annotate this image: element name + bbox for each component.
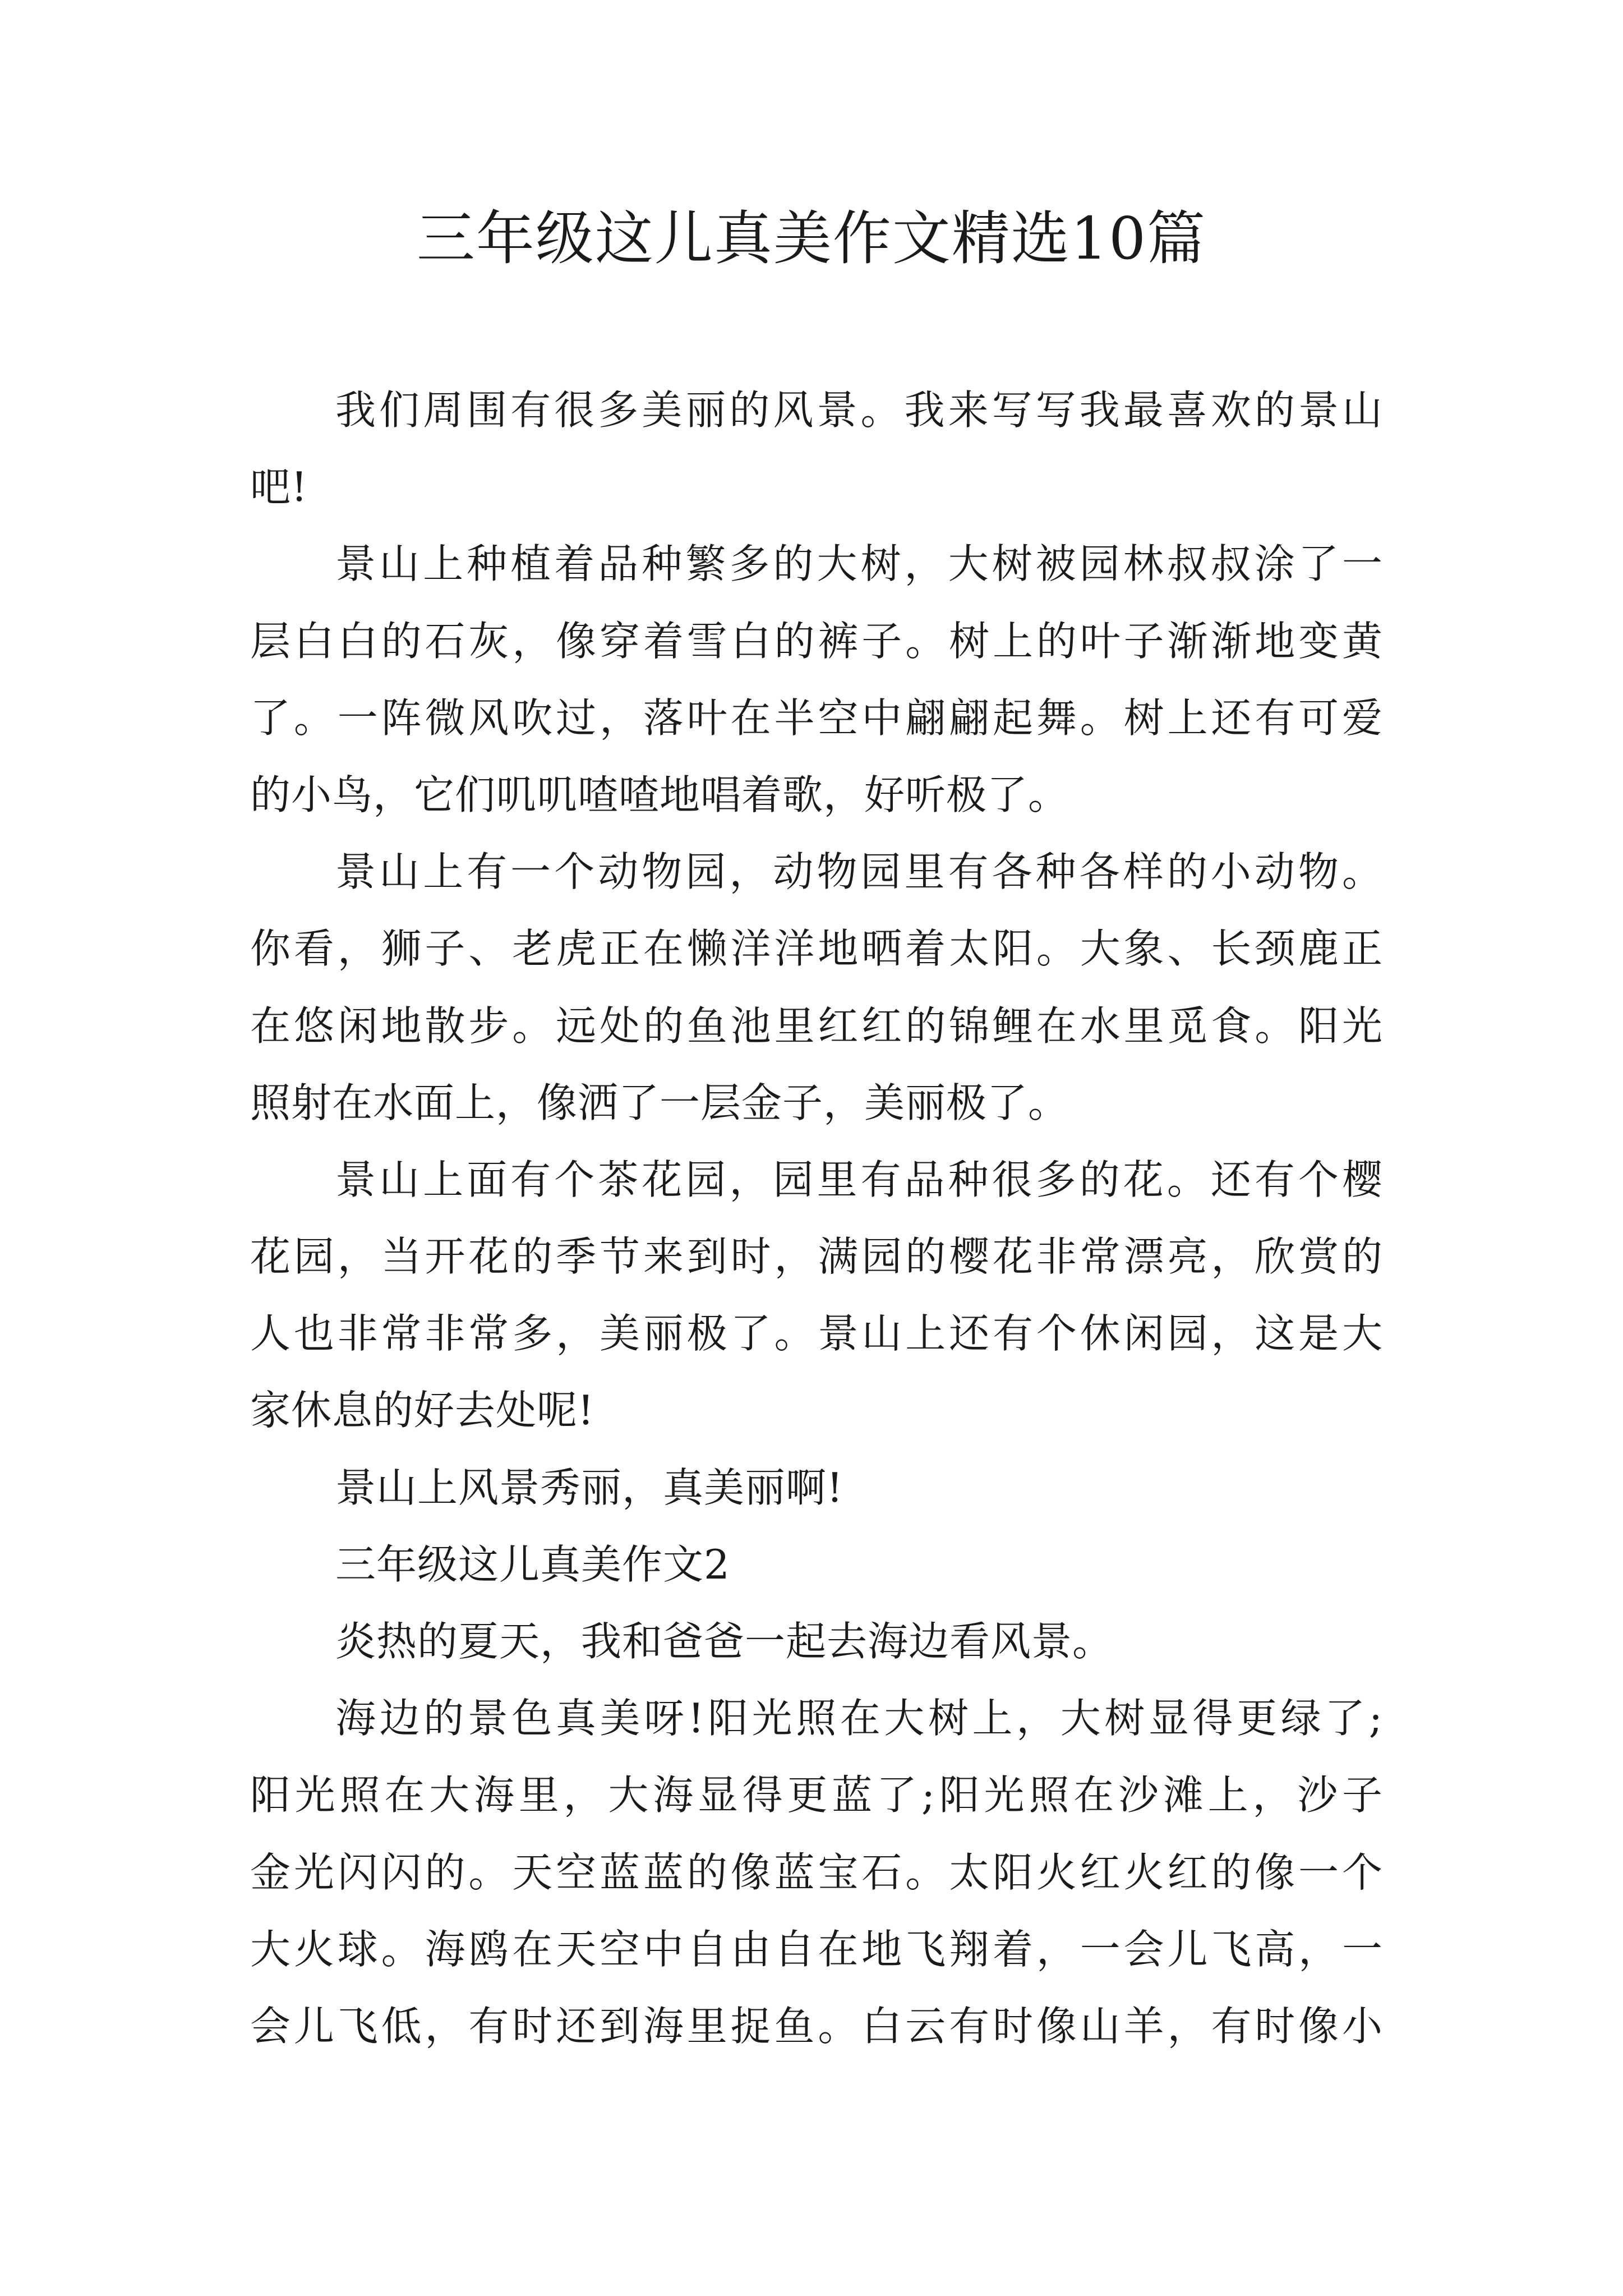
text-line: 景山上面有个茶花园，园里有品种很多的花。还有个樱 [335,1156,1383,1203]
text-line: 花园，当开花的季节来到时，满园的樱花非常漂亮，欣赏的 [250,1233,1383,1281]
text-line: 景山上有一个动物园，动物园里有各种各样的小动物。 [335,848,1383,896]
text-line: 景山上种植着品种繁多的大树，大树被园林叔叔涂了一 [335,540,1383,588]
text-line: 海边的景色真美呀!阳光照在大树上，大树显得更绿了; [335,1695,1383,1742]
text-line: 景山上风景秀丽，真美丽啊! [335,1464,843,1511]
document-body [250,372,1383,2065]
text-line: 会儿飞低，有时还到海里捉鱼。白云有时像山羊，有时像小 [250,2002,1383,2050]
text-line: 的小鸟，它们叽叽喳喳地唱着歌，好听极了。 [250,771,1069,818]
text-line: 大火球。海鸥在天空中自由自在地飞翔着，一会儿飞高，一 [250,1925,1383,1973]
text-line: 人也非常非常多，美丽极了。景山上还有个休闲园，这是大 [250,1310,1383,1358]
text-line: 吧! [250,463,308,511]
text-line: 金光闪闪的。天空蓝蓝的像蓝宝石。太阳火红火红的像一个 [250,1848,1383,1896]
text-line: 我们周围有很多美丽的风景。我来写写我最喜欢的景山 [335,386,1383,434]
text-line: 三年级这儿真美作文2 [335,1540,730,1588]
text-line: 照射在水面上，像洒了一层金子，美丽极了。 [250,1079,1069,1126]
document-title: 三年级这儿真美作文精选10篇 [416,204,1207,273]
text-line: 家休息的好去处呢! [250,1387,594,1434]
text-line: 炎热的夏天，我和爸爸一起去海边看风景。 [335,1618,1114,1665]
text-line: 了。一阵微风吹过，落叶在半空中翩翩起舞。树上还有可爱 [250,694,1383,742]
text-line: 你看，狮子、老虎正在懒洋洋地晒着太阳。大象、长颈鹿正 [250,925,1383,973]
text-line: 在悠闲地散步。远处的鱼池里红红的锦鲤在水里觅食。阳光 [250,1002,1383,1050]
text-line: 层白白的石灰，像穿着雪白的裤子。树上的叶子渐渐地变黄 [250,617,1383,665]
text-line: 阳光照在大海里，大海显得更蓝了;阳光照在沙滩上，沙子 [250,1772,1383,1819]
